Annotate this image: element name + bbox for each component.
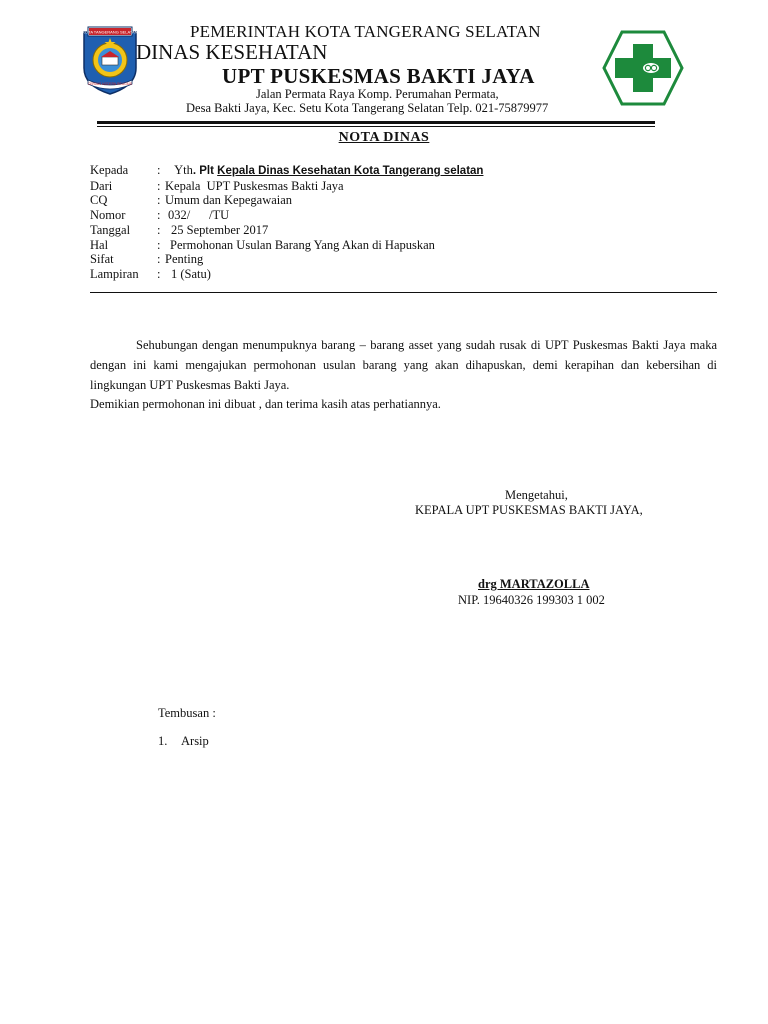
- document-title-text: NOTA DINAS: [338, 130, 430, 145]
- meta-label: Tanggal: [90, 222, 131, 237]
- meta-separator: :: [157, 222, 161, 237]
- cc-list-item: [158, 734, 209, 749]
- meta-label: Lampiran: [90, 266, 139, 281]
- meta-row-tanggal: [90, 223, 483, 238]
- meta-row-cq: [90, 193, 483, 208]
- memo-details: [90, 163, 483, 282]
- cc-title: Tembusan :: [158, 706, 216, 720]
- meta-separator: :: [157, 193, 161, 208]
- puskesmas-cross-icon: [602, 30, 684, 106]
- meta-separator: :: [157, 266, 161, 281]
- cc-item-text: Arsip: [181, 734, 209, 748]
- meta-row-nomor: [90, 208, 483, 223]
- signatory-name: drg MARTAZOLLA: [478, 577, 590, 591]
- meta-row-lampiran: [90, 267, 483, 282]
- meta-value: Umum dan Kepegawaian: [165, 193, 293, 208]
- meta-value: 1 (Satu): [171, 266, 211, 281]
- letterhead-rule-thin: [97, 126, 655, 127]
- meta-value: [171, 163, 483, 179]
- meta-value: 25 September 2017: [171, 222, 269, 237]
- meta-value: Penting: [165, 252, 204, 267]
- address-line-1: Jalan Permata Raya Komp. Perumahan Permata,: [256, 87, 499, 101]
- meta-value: Kepala UPT Puskesmas Bakti Jaya: [165, 178, 344, 193]
- government-name: PEMERINTAH KOTA TANGERANG SELATAN: [190, 22, 541, 41]
- body-paragraph-2: Demikian permohonan ini dibuat , dan terima kasih atas perhatiannya.: [90, 397, 441, 412]
- meta-row-hal: [90, 238, 483, 253]
- meta-label: Kepada: [90, 163, 129, 177]
- address-line-2: Desa Bakti Jaya, Kec. Setu Kota Tangerang Selatan Telp. 021-75879977: [186, 101, 549, 115]
- cc-item-number: 1.: [158, 734, 168, 748]
- letterhead-rule-thick: [97, 121, 655, 124]
- meta-label: Hal: [90, 237, 109, 252]
- letter-body: [90, 336, 717, 415]
- body-paragraph-1: Sehubungan dengan menumpuknya barang – barang asset yang sudah rusak di UPT Puskesmas Bakti Jaya maka dengan ini kami mengajukan permohonan usulan barang yang akan dihapuskan, demi kerapihan dan kebersihan di lingkungan UPT Puskesmas Bakti Jaya.: [90, 338, 717, 392]
- meta-separator: :: [157, 163, 161, 177]
- meta-value-prefix: Yth: [174, 163, 193, 177]
- meta-value-mid: . Plt: [192, 165, 218, 177]
- meta-label: Sifat: [90, 252, 114, 267]
- meta-row-sifat: [90, 252, 483, 267]
- signature-acknowledged: Mengetahui,: [505, 488, 568, 502]
- meta-label: Dari: [90, 178, 113, 193]
- meta-label: CQ: [90, 193, 108, 208]
- meta-separator: :: [157, 252, 161, 267]
- meta-label: Nomor: [90, 208, 126, 223]
- emblem-bottom-text: CERDAS MODERN RELIGIUS: [87, 82, 133, 86]
- unit-name: UPT PUSKESMAS BAKTI JAYA: [222, 64, 535, 88]
- meta-separator: :: [157, 178, 161, 193]
- meta-separator: :: [157, 237, 161, 252]
- meta-separator: :: [157, 208, 161, 223]
- document-title: [0, 130, 768, 146]
- signature-position: KEPALA UPT PUSKESMAS BAKTI JAYA,: [415, 503, 643, 517]
- meta-value: 032/ /TU: [168, 208, 230, 223]
- city-emblem-icon: [80, 24, 140, 96]
- recipient-link: Kepala Dinas Kesehatan Kota Tangerang selatan: [217, 165, 484, 177]
- details-divider: [90, 292, 717, 293]
- agency-name: DINAS KESEHATAN: [136, 40, 328, 64]
- meta-row-dari: [90, 179, 483, 194]
- signatory-nip: NIP. 19640326 199303 1 002: [458, 593, 605, 607]
- meta-value: Permohonan Usulan Barang Yang Akan di Hapuskan: [170, 237, 435, 252]
- emblem-top-text: KOTA TANGERANG SELATAN: [82, 29, 138, 35]
- meta-row-kepada: [90, 163, 483, 179]
